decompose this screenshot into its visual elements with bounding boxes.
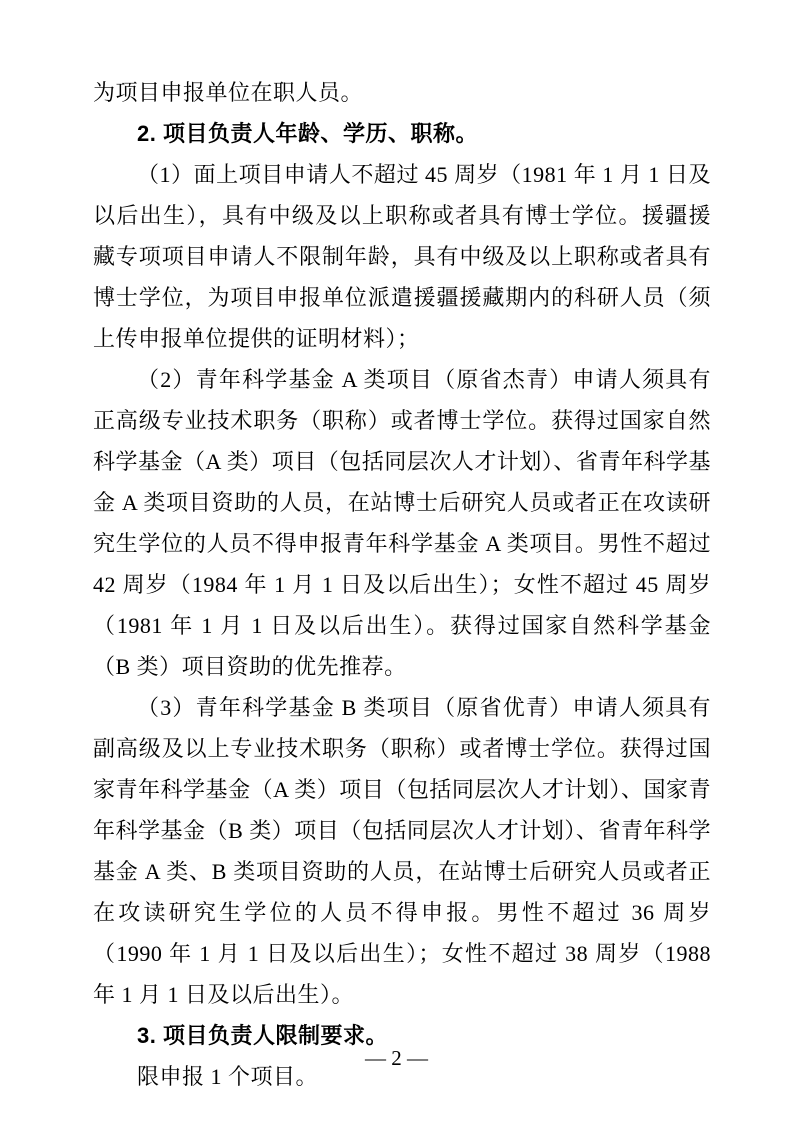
page-body: [93, 72, 711, 1097]
section-heading-3: 3. 项目负责人限制要求。: [137, 1023, 388, 1048]
paragraph-item-2: （2）青年科学基金 A 类项目（原省杰青）申请人须具有正高级专业技术职务（职称）或者博士学位。获得过国家自然科学基金（A 类）项目（包括同层次人才计划）、省青年科学基金 A 类项目资助的人员，在站博士后研究人员或者正在攻读研究生学位的人员不得申报青年科学基金 A 类项目。男性不超过 42 周岁（1984 年 1 月 1 日及以后出生）；女性不超过 45 周岁（1981 年 1 月 1 日及以后出生）。获得过国家自然科学基金（B 类）项目资助的优先推荐。: [93, 367, 711, 679]
paragraph-item-3: （3）青年科学基金 B 类项目（原省优青）申请人须具有副高级及以上专业技术职务（职称）或者博士学位。获得过国家青年科学基金（A 类）项目（包括同层次人才计划）、国家青年科学基金（B 类）项目（包括同层次人才计划）、省青年科学基金 A 类、B 类项目资助的人员，在站博士后研究人员或者正在攻读研究生学位的人员不得申报。男性不超过 36 周岁（1990 年 1 月 1 日及以后出生）；女性不超过 38 周岁（1988 年 1 月 1 日及以后出生）。: [93, 695, 711, 1007]
page-number: — 2 —: [365, 1046, 428, 1070]
section-heading-2: 2. 项目负责人年龄、学历、职称。: [137, 121, 478, 146]
paragraph-item-1: （1）面上项目申请人不超过 45 周岁（1981 年 1 月 1 日及以后出生），具有中级及以上职称或者具有博士学位。援疆援藏专项项目申请人不限制年龄，具有中级及以上职称或者具有博士学位，为项目申报单位派遣援疆援藏期内的科研人员（须上传申报单位提供的证明材料）；: [93, 162, 711, 351]
paragraph-limit-requirement: 限申报 1 个项目。: [137, 1064, 319, 1089]
paragraph-continuation: 为项目申报单位在职人员。: [93, 80, 364, 105]
